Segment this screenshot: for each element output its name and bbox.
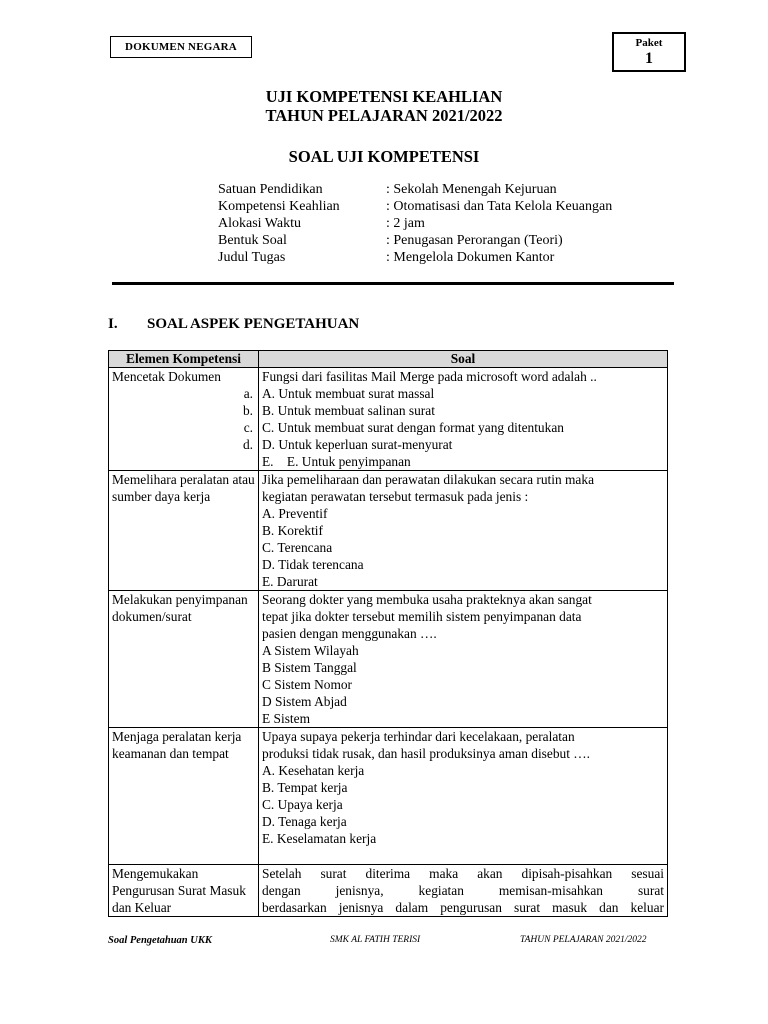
answer-option: D Sistem Abjad (262, 694, 347, 709)
table-row (109, 591, 668, 728)
question-cell (259, 591, 668, 728)
paket-label: Paket (635, 37, 663, 49)
table-row (109, 728, 668, 865)
question-table (108, 350, 668, 917)
info-label: Bentuk Soal (218, 233, 287, 248)
question-text: Fungsi dari fasilitas Mail Merge pada microsoft word adalah .. (262, 369, 597, 384)
info-value: : Otomatisasi dan Tata Kelola Keuangan (386, 199, 613, 214)
question-text: tepat jika dokter tersebut memilih sistem penyimpanan data (262, 609, 582, 624)
info-value: : Mengelola Dokumen Kantor (386, 250, 555, 265)
competency-element: Mengemukakan Pengurusan Surat Masuk dan Keluar (112, 866, 246, 915)
answer-option: A. Preventif (262, 506, 328, 521)
question-text: dengan jenisnya, kegiatan memisan-misahkan surat (262, 883, 664, 898)
question-cell (259, 368, 668, 471)
competency-element: Melakukan penyimpanan dokumen/surat (112, 592, 248, 624)
footer-right: TAHUN PELAJARAN 2021/2022 (520, 935, 647, 945)
question-text: pasien dengan menggunakan …. (262, 626, 437, 641)
answer-option: C Sistem Nomor (262, 677, 353, 692)
competency-element-cell (109, 728, 259, 865)
stray-letter: d. (242, 437, 253, 452)
column-header-element: Elemen Kompetensi (109, 351, 259, 368)
paket-box (612, 32, 686, 72)
question-text: produksi tidak rusak, dan hasil produksinya aman disebut …. (262, 746, 591, 761)
question-text: Upaya supaya pekerja terhindar dari kecelakaan, peralatan (262, 729, 575, 744)
table-row (109, 865, 668, 917)
footer-left: Soal Pengetahuan UKK (108, 935, 212, 946)
answer-option: B. Korektif (262, 523, 323, 538)
question-text: Jika pemeliharaan dan perawatan dilakukan secara rutin maka (262, 472, 595, 487)
exam-subtitle: SOAL UJI KOMPETENSI (288, 147, 480, 166)
question-cell (259, 865, 668, 917)
question-text: Setelah surat diterima maka akan dipisah-pisahkan sesuai (262, 866, 664, 881)
answer-option: B. Tempat kerja (262, 780, 348, 795)
answer-option: E. E. Untuk penyimpanan (262, 454, 411, 469)
table-header-row (109, 351, 668, 368)
answer-option: C. Untuk membuat surat dengan format yang ditentukan (262, 420, 564, 435)
section-title: SOAL ASPEK PENGETAHUAN (147, 316, 360, 332)
answer-option: C. Terencana (262, 540, 333, 555)
info-label: Alokasi Waktu (218, 216, 301, 231)
competency-element: Memelihara peralatan atau sumber daya kerja (112, 472, 255, 504)
question-cell (259, 471, 668, 591)
answer-option: D. Untuk keperluan surat-menyurat (262, 437, 453, 452)
info-label: Kompetensi Keahlian (218, 199, 340, 214)
table-row (109, 471, 668, 591)
competency-element: Mencetak Dokumen (112, 369, 221, 384)
footer-center: SMK AL FATIH TERISI (330, 935, 421, 945)
info-value: : Sekolah Menengah Kejuruan (386, 182, 557, 197)
answer-option: E. Keselamatan kerja (262, 831, 377, 846)
section-number: I. (108, 316, 118, 332)
answer-option: A. Untuk membuat surat massal (262, 386, 435, 401)
stray-letter: a. (243, 386, 253, 401)
answer-option: B. Untuk membuat salinan surat (262, 403, 435, 418)
info-value: : 2 jam (386, 216, 425, 231)
answer-option: D. Tenaga kerja (262, 814, 347, 829)
competency-element-cell (109, 471, 259, 591)
table-row (109, 368, 668, 471)
answer-option: A Sistem Wilayah (262, 643, 359, 658)
competency-element: Menjaga peralatan kerja keamanan dan tempat (112, 729, 242, 761)
info-value: : Penugasan Perorangan (Teori) (386, 233, 563, 248)
stray-letter: b. (242, 403, 253, 418)
answer-option: E. Darurat (262, 574, 318, 589)
info-label: Judul Tugas (218, 250, 286, 265)
answer-option: B Sistem Tanggal (262, 660, 357, 675)
competency-element-cell (109, 591, 259, 728)
question-text: Seorang dokter yang membuka usaha prakteknya akan sangat (262, 592, 592, 607)
column-header-question: Soal (259, 351, 668, 368)
question-text: kegiatan perawatan tersebut termasuk pada jenis : (262, 489, 529, 504)
answer-option: D. Tidak terencana (262, 557, 364, 572)
academic-year-title: TAHUN PELAJARAN 2021/2022 (265, 106, 503, 125)
competency-element-cell (109, 368, 259, 471)
competency-element-cell (109, 865, 259, 917)
answer-option: A. Kesehatan kerja (262, 763, 365, 778)
question-cell (259, 728, 668, 865)
paket-number: 1 (645, 50, 653, 67)
exam-title: UJI KOMPETENSI KEAHLIAN (265, 87, 503, 106)
info-label: Satuan Pendidikan (218, 182, 323, 197)
document-classification-label: DOKUMEN NEGARA (110, 36, 252, 58)
answer-option: C. Upaya kerja (262, 797, 343, 812)
header-divider (112, 282, 674, 285)
answer-option: E Sistem (262, 711, 310, 726)
question-text: berdasarkan jenisnya dalam pengurusan surat masuk dan keluar (262, 900, 664, 915)
stray-letter: c. (243, 420, 253, 435)
